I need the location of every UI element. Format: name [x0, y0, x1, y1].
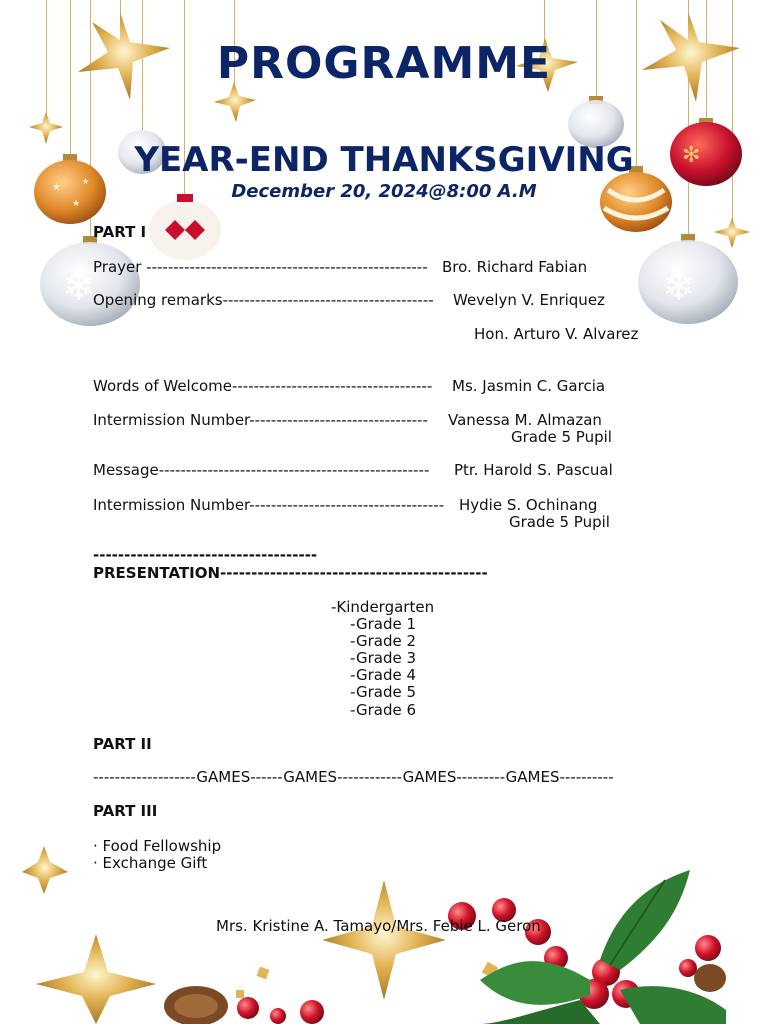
svg-text:★: ★ [82, 177, 90, 186]
program-item-name: Ptr. Harold S. Pascual [454, 461, 613, 479]
part-3-item: · Food Fellowship [93, 837, 222, 855]
svg-text:✻: ✻ [682, 143, 701, 168]
page-title: PROGRAMME [216, 38, 552, 89]
grade-item: -Grade 5 [350, 683, 417, 701]
grade-item: -Grade 3 [350, 649, 417, 667]
credits-text: Mrs. Kristine A. Tamayo/Mrs. Febie L. Geron [216, 917, 541, 935]
program-item-name: Vanessa M. Almazan [448, 411, 602, 429]
part-2-heading: PART II [93, 735, 152, 753]
svg-text:★: ★ [72, 199, 81, 209]
ornament-silver-snowflake-icon [638, 234, 738, 324]
pinecone-icon [694, 964, 726, 992]
event-title: YEAR-END THANKSGIVING [134, 140, 634, 180]
svg-text:★: ★ [52, 182, 61, 193]
part-3-item: · Exchange Gift [93, 854, 208, 872]
pinecone-icon [164, 986, 228, 1024]
svg-text:❄: ❄ [662, 264, 696, 310]
program-item-label: Intermission Number------------------------------------ [93, 496, 445, 514]
program-item-label: Intermission Number--------------------------------- [93, 411, 428, 429]
star-icon [714, 218, 750, 248]
program-item-name: Bro. Richard Fabian [442, 258, 588, 276]
section-divider: ------------------------------------ [93, 546, 318, 564]
program-item-label: Prayer ---------------------------------------------------- [93, 258, 428, 276]
star-icon [22, 846, 68, 894]
program-item-label: Opening remarks--------------------------------------- [93, 291, 434, 309]
part-3-heading: PART III [93, 802, 158, 820]
grade-item: -Grade 1 [350, 615, 417, 633]
part-1-heading: PART I [93, 223, 147, 241]
event-date: December 20, 2024@8:00 A.M [231, 181, 537, 202]
grade-item: -Kindergarten [331, 598, 435, 616]
program-item-name-extra: Hon. Arturo V. Alvarez [474, 325, 639, 343]
program-item-name: Ms. Jasmin C. Garcia [452, 377, 606, 395]
program-item-sub: Grade 5 Pupil [511, 428, 612, 446]
ornament-silver-snowflake-icon [40, 236, 140, 326]
program-item-label: Words of Welcome------------------------------------- [93, 377, 433, 395]
presentation-heading: PRESENTATION------------------------------------------- [93, 564, 488, 582]
program-item-name: Hydie S. Ochinang [459, 496, 598, 514]
program-item-label: Message-------------------------------------------------- [93, 461, 430, 479]
games-line: -------------------GAMES------GAMES------------GAMES---------GAMES---------- [93, 768, 614, 786]
grade-item: -Grade 2 [350, 632, 417, 650]
star-icon [322, 880, 446, 1000]
ornament-red-diamond-icon [149, 194, 221, 260]
grade-item: -Grade 6 [350, 701, 417, 719]
program-item-sub: Grade 5 Pupil [509, 513, 610, 531]
program-item-name: Wevelyn V. Enriquez [453, 291, 605, 309]
grade-item: -Grade 4 [350, 666, 417, 684]
svg-text:❄: ❄ [62, 264, 96, 310]
star-icon [36, 934, 156, 1024]
